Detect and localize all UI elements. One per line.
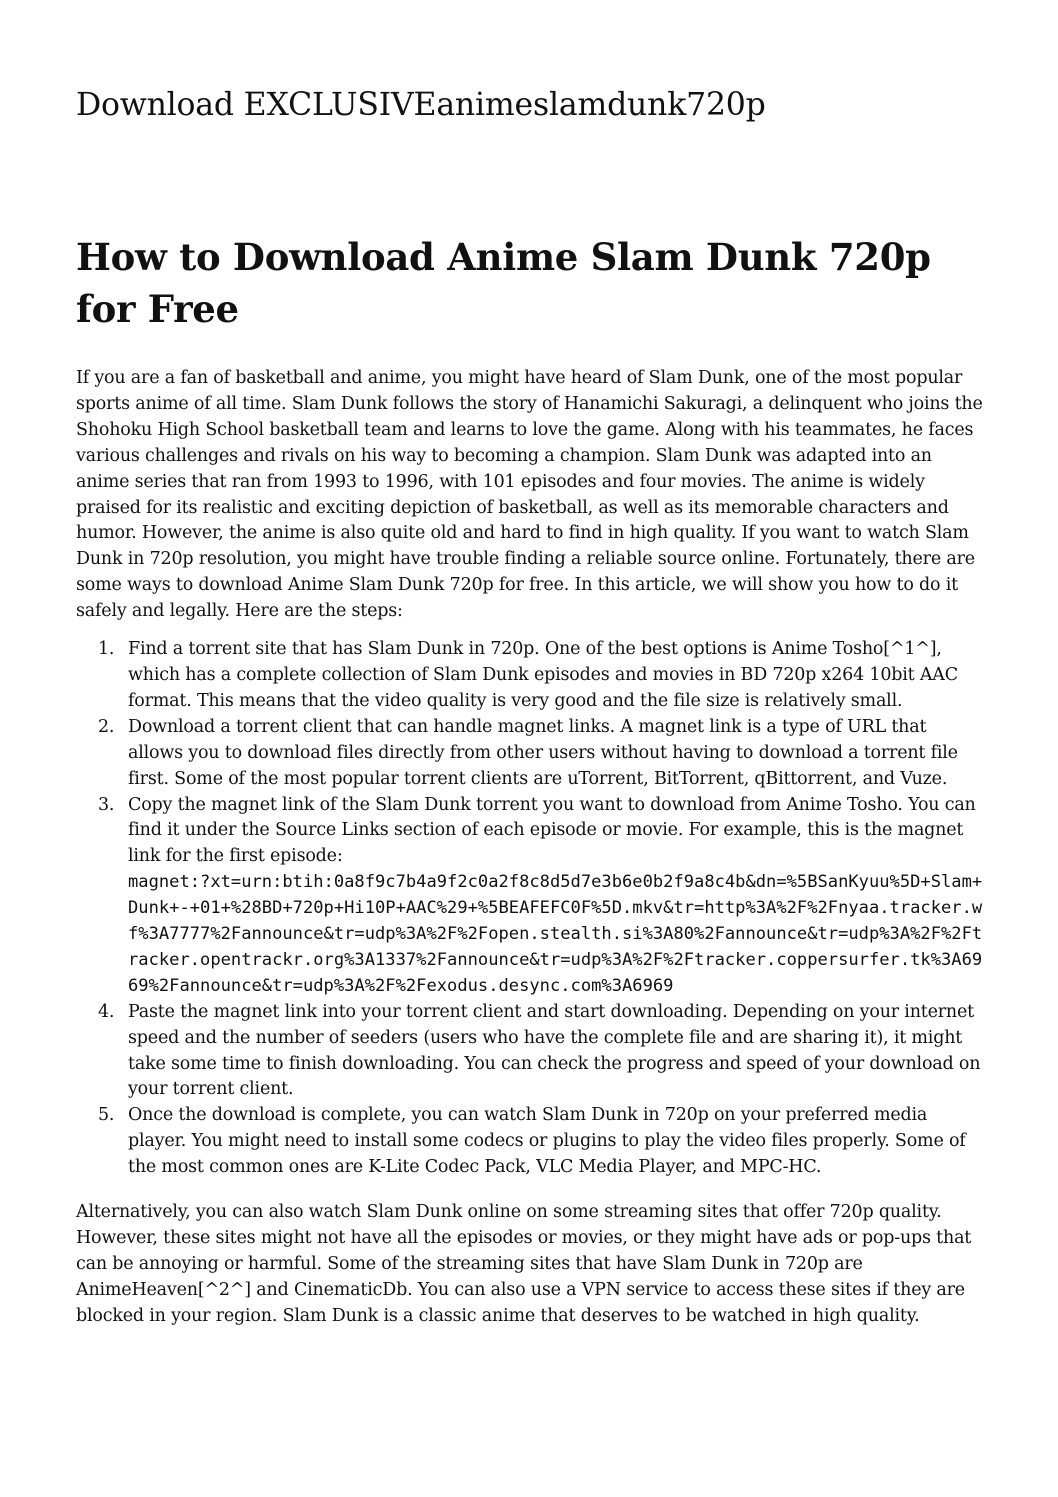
step-item [76,1000,986,1104]
step-text: Paste the magnet link into your torrent client and start downloading. Depending on your internet speed and the number of seeders (users who have the complete file and are sharing it), it might take some time to finish downloading. You can check the progress and speed of your download on your torrent client. [128,1001,981,1100]
magnet-link-code: magnet:?xt=urn:btih:0a8f9c7b4a9f2c0a2f8c8d5d7e3b6e0b2f9a8c4b&dn=%5BSanKyuu%5D+Slam+Dunk+-+01+%28BD+720p+Hi10P+AAC%29+%5BEAFEFC0F%5D.mkv&tr=http%3A%2F%2Fnyaa.tracker.wf%3A7777%2Fannounce&tr=udp%3A%2F%2Fopen.stealth.si%3A80%2Fannounce&tr=udp%3A%2F%2Ftracker.opentrackr.org%3A1337%2Fannounce&tr=udp%3A%2F%2Ftracker.coppersurfer.tk%3A6969%2Fannounce&tr=udp%3A%2F%2Fexodus.desync.com%3A6969 [128,872,983,996]
closing-paragraph: Alternatively, you can also watch Slam Dunk online on some streaming sites that offer 720p quality. However, these sites might not have all the episodes or movies, or they might have ads or pop-ups that can be annoying or harmful. Some of the streaming sites that have Slam Dunk in 720p are AnimeHeaven[^2^] and CinematicDb. You can also use a VPN service to access these sites if they are blocked in your region. Slam Dunk is a classic anime that deserves to be watched in high quality. [76,1202,972,1326]
document-title: Download EXCLUSIVEanimeslamdunk720p [76,87,766,123]
step-item [76,637,986,715]
intro-paragraph: If you are a fan of basketball and anime, you might have heard of Slam Dunk, one of the most popular sports anime of all time. Slam Dunk follows the story of Hanamichi Sakuragi, a delinquent who joins the Shohoku High School basketball team and learns to love the game. Along with his teammates, he faces various challenges and rivals on his way to becoming a champion. Slam Dunk was adapted into an anime series that ran from 1993 to 1996, with 101 episodes and four movies. The anime is widely praised for its realistic and exciting depiction of basketball, as well as its memorable characters and humor. However, the anime is also quite old and hard to find in high quality. If you want to watch Slam Dunk in 720p resolution, you might have trouble finding a reliable source online. Fortunately, there are some ways to download Anime Slam Dunk 720p for free. In this article, we will show you how to do it safely and legally. Here are the steps: [76,368,983,622]
step-text: Copy the magnet link of the Slam Dunk torrent you want to download from Anime Tosho. You can find it under the Source Links section of each episode or movie. For example, this is the magnet link for the first episode: [128,794,976,867]
step-text: Download a torrent client that can handle magnet links. A magnet link is a type of URL that allows you to download files directly from other users without having to download a torrent file first. Some of the most popular torrent clients are uTorrent, BitTorrent, qBittorrent, and Vuze. [128,716,958,789]
step-number: 1. [98,639,115,660]
step-number: 4. [98,1001,115,1022]
step-text: Once the download is complete, you can watch Slam Dunk in 720p on your preferred media player. You might need to install some codecs or plugins to play the video files properly. Some of the most common ones are K-Lite Codec Pack, VLC Media Player, and MPC-HC. [128,1105,966,1178]
step-number: 2. [98,716,115,737]
step-text: Find a torrent site that has Slam Dunk in 720p. One of the best options is Anime Tosho[^1^], which has a complete collection of Slam Dunk episodes and movies in BD 720p x264 10bit AAC format. This means that the video quality is very good and the file size is relatively small. [128,639,958,711]
steps-list [76,637,986,1181]
step-number: 5. [98,1105,115,1126]
step-item [76,1103,986,1181]
article-heading: How to Download Anime Slam Dunk 720p for Free [76,235,931,331]
step-number: 3. [98,794,115,815]
step-item [76,715,986,793]
step-item [76,793,986,1000]
document-page [76,82,986,1330]
